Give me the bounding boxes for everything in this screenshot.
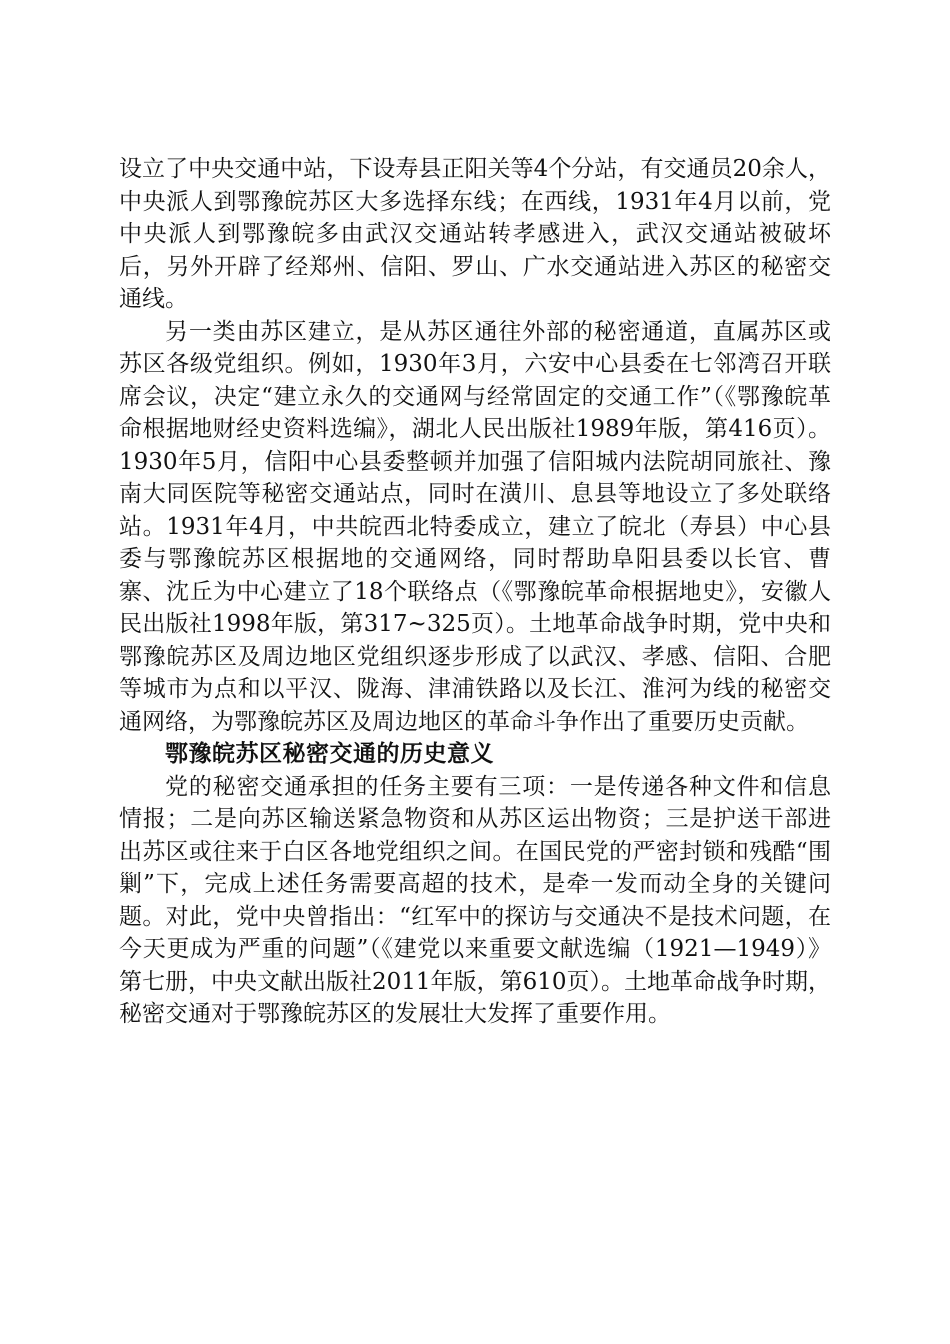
section-heading: 鄂豫皖苏区秘密交通的历史意义 — [165, 741, 494, 767]
paragraph-historical-significance: 党的秘密交通承担的任务主要有三项：一是传递各种文件和信息情报；二是向苏区输送紧急物资和从苏区运出物资；三是护送干部进出苏区或往来于白区各地党组织之间。在国民党的严密封锁和残酷“围剿”下，完成上述任务需要高超的技术，是牵一发而动全身的关键问题。对此，党中央曾指出：“红军中的探访与交通决不是技术问题，在今天更成为严重的问题”（《建党以来重要文献选编（1921—1949）》第七册，中央文献出版社2011年版，第610页）。土地革命战争时期，秘密交通对于鄂豫皖苏区的发展壮大发挥了重要作用。 — [119, 773, 831, 1027]
paragraph-continuation: 设立了中央交通中站，下设寿县正阳关等4个分站，有交通员20余人，中央派人到鄂豫皖苏区大多选择东线；在西线，1931年4月以前，党中央派人到鄂豫皖多由武汉交通站转孝感进入，武汉交通站被破坏后，另外开辟了经郑州、信阳、罗山、广水交通站进入苏区的秘密交通线。 — [119, 156, 831, 312]
paragraph-secret-channels: 另一类由苏区建立，是从苏区通往外部的秘密通道，直属苏区或苏区各级党组织。例如，1930年3月，六安中心县委在七邻湾召开联席会议，决定“建立永久的交通网与经常固定的交通工作”（《鄂豫皖革命根据地财经史资料选编》，湖北人民出版社1989年版，第416页）。1930年5月，信阳中心县委整顿并加强了信阳城内法院胡同旅社、豫南大同医院等秘密交通站点，同时在潢川、息县等地设立了多处联络站。1931年4月，中共皖西北特委成立，建立了皖北（寿县）中心县委与鄂豫皖苏区根据地的交通网络，同时帮助阜阳县委以长官、曹寨、沈丘为中心建立了18个联络点（《鄂豫皖革命根据地史》，安徽人民出版社1998年版，第317~325页）。土地革命战争时期，党中央和鄂豫皖苏区及周边地区党组织逐步形成了以武汉、孝感、信阳、合肥等城市为点和以平汉、陇海、津浦铁路以及长江、淮河为线的秘密交通网络，为鄂豫皖苏区及周边地区的革命斗争作出了重要历史贡献。 — [119, 318, 831, 735]
document-page — [119, 153, 831, 1031]
